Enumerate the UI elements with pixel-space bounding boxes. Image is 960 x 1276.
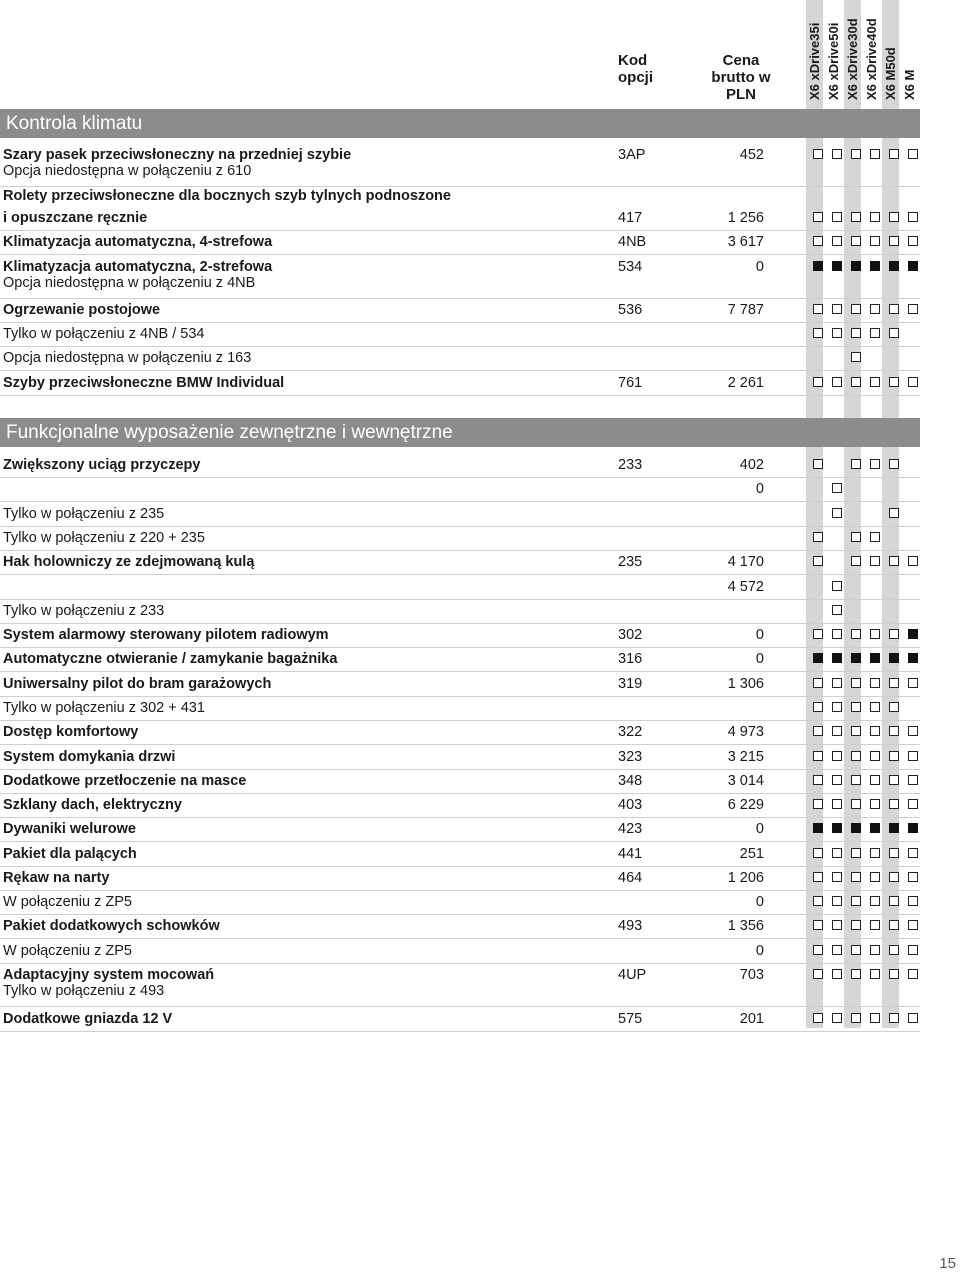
optional-equipment-icon — [889, 945, 899, 955]
optional-equipment-icon — [851, 872, 861, 882]
row-label: Tylko w połączeniu z 302 + 431 — [3, 700, 205, 716]
standard-equipment-icon — [851, 261, 861, 271]
row-label: Adaptacyjny system mocowań — [3, 967, 215, 983]
table-row — [0, 477, 920, 501]
optional-equipment-icon — [851, 775, 861, 785]
table-row — [0, 346, 920, 370]
table-row — [0, 720, 920, 744]
option-code: 464 — [618, 870, 643, 886]
optional-equipment-icon — [832, 1013, 842, 1023]
optional-equipment-icon — [908, 872, 918, 882]
optional-equipment-icon — [889, 508, 899, 518]
standard-equipment-icon — [832, 653, 842, 663]
standard-equipment-icon — [870, 653, 880, 663]
optional-equipment-icon — [889, 848, 899, 858]
row-label: Tylko w połączeniu z 235 — [3, 506, 165, 522]
table-row — [0, 502, 920, 526]
table-row — [0, 230, 920, 254]
row-label: Zwiększony uciąg przyczepy — [3, 457, 201, 473]
option-code: 534 — [618, 259, 643, 275]
optional-equipment-icon — [832, 328, 842, 338]
standard-equipment-icon — [908, 653, 918, 663]
optional-equipment-icon — [870, 775, 880, 785]
optional-equipment-icon — [813, 872, 823, 882]
optional-equipment-icon — [813, 304, 823, 314]
option-code: 233 — [618, 457, 643, 473]
optional-equipment-icon — [870, 212, 880, 222]
option-price: 1 306 — [727, 676, 764, 692]
optional-equipment-icon — [908, 751, 918, 761]
optional-equipment-icon — [832, 581, 842, 591]
optional-equipment-icon — [813, 896, 823, 906]
table-row — [0, 963, 920, 999]
optional-equipment-icon — [870, 799, 880, 809]
row-divider — [0, 395, 920, 396]
row-label: Szklany dach, elektryczny — [3, 797, 182, 813]
optional-equipment-icon — [832, 483, 842, 493]
standard-equipment-icon — [870, 261, 880, 271]
optional-equipment-icon — [851, 304, 861, 314]
standard-equipment-icon — [832, 823, 842, 833]
header-price: Cena brutto w PLN — [711, 52, 771, 103]
option-price: 0 — [755, 943, 764, 959]
option-price: 4 572 — [727, 579, 764, 595]
optional-equipment-icon — [889, 629, 899, 639]
standard-equipment-icon — [851, 653, 861, 663]
optional-equipment-icon — [889, 775, 899, 785]
table-row — [0, 696, 920, 720]
optional-equipment-icon — [889, 556, 899, 566]
optional-equipment-icon — [832, 945, 842, 955]
row-label: Pakiet dla palących — [3, 846, 137, 862]
optional-equipment-icon — [832, 775, 842, 785]
optional-equipment-icon — [889, 212, 899, 222]
optional-equipment-icon — [870, 532, 880, 542]
option-price: 3 215 — [727, 749, 764, 765]
option-code: 3AP — [618, 147, 646, 163]
optional-equipment-icon — [889, 872, 899, 882]
table-row — [0, 769, 920, 793]
optional-equipment-icon — [832, 920, 842, 930]
option-price: 251 — [739, 846, 764, 862]
option-price: 2 261 — [727, 375, 764, 391]
optional-equipment-icon — [889, 236, 899, 246]
optional-equipment-icon — [832, 896, 842, 906]
row-label: W połączeniu z ZP5 — [3, 894, 132, 910]
optional-equipment-icon — [889, 304, 899, 314]
row-label: Rękaw na narty — [3, 870, 110, 886]
optional-equipment-icon — [851, 896, 861, 906]
optional-equipment-icon — [832, 702, 842, 712]
option-price: 0 — [755, 821, 764, 837]
table-row — [0, 143, 920, 179]
model-header: X6 M50d — [883, 47, 898, 100]
optional-equipment-icon — [889, 459, 899, 469]
optional-equipment-icon — [832, 872, 842, 882]
section-title: Kontrola klimatu — [0, 109, 920, 138]
standard-equipment-icon — [908, 261, 918, 271]
optional-equipment-icon — [851, 1013, 861, 1023]
optional-equipment-icon — [851, 726, 861, 736]
optional-equipment-icon — [870, 726, 880, 736]
row-label: i opuszczane ręcznie — [3, 210, 148, 226]
optional-equipment-icon — [870, 702, 880, 712]
standard-equipment-icon — [908, 823, 918, 833]
table-row — [0, 298, 920, 322]
optional-equipment-icon — [851, 678, 861, 688]
option-code: 493 — [618, 918, 643, 934]
optional-equipment-icon — [832, 212, 842, 222]
optional-equipment-icon — [832, 751, 842, 761]
optional-equipment-icon — [889, 726, 899, 736]
row-label: Klimatyzacja automatyczna, 2-strefowa — [3, 259, 273, 275]
optional-equipment-icon — [813, 726, 823, 736]
option-price: 0 — [755, 894, 764, 910]
model-header: X6 xDrive40d — [864, 18, 879, 100]
standard-equipment-icon — [813, 261, 823, 271]
optional-equipment-icon — [851, 969, 861, 979]
option-code: 4UP — [618, 967, 647, 983]
optional-equipment-icon — [832, 726, 842, 736]
row-label: System domykania drzwi — [3, 749, 176, 765]
option-code: 235 — [618, 554, 643, 570]
optional-equipment-icon — [832, 799, 842, 809]
option-price: 1 206 — [727, 870, 764, 886]
row-label: Szyby przeciwsłoneczne BMW Individual — [3, 375, 285, 391]
row-label: Dywaniki welurowe — [3, 821, 136, 837]
optional-equipment-icon — [908, 149, 918, 159]
optional-equipment-icon — [813, 969, 823, 979]
option-code: 441 — [618, 846, 643, 862]
optional-equipment-icon — [870, 872, 880, 882]
option-code: 322 — [618, 724, 643, 740]
optional-equipment-icon — [832, 605, 842, 615]
table-row — [0, 453, 920, 477]
optional-equipment-icon — [908, 212, 918, 222]
optional-equipment-icon — [851, 328, 861, 338]
standard-equipment-icon — [870, 823, 880, 833]
table-row — [0, 1007, 920, 1031]
optional-equipment-icon — [870, 848, 880, 858]
optional-equipment-icon — [908, 775, 918, 785]
option-price: 1 256 — [727, 210, 764, 226]
row-label: Opcja niedostępna w połączeniu z 163 — [3, 350, 252, 366]
optional-equipment-icon — [889, 969, 899, 979]
option-code: 761 — [618, 375, 643, 391]
standard-equipment-icon — [889, 823, 899, 833]
optional-equipment-icon — [832, 236, 842, 246]
optional-equipment-icon — [870, 459, 880, 469]
option-price: 0 — [755, 651, 764, 667]
table-row — [0, 842, 920, 866]
optional-equipment-icon — [889, 149, 899, 159]
option-price: 3 617 — [727, 234, 764, 250]
table-row — [0, 575, 920, 599]
optional-equipment-icon — [870, 629, 880, 639]
option-price: 0 — [755, 627, 764, 643]
optional-equipment-icon — [832, 629, 842, 639]
row-label: Dostęp komfortowy — [3, 724, 139, 740]
option-code: 575 — [618, 1011, 643, 1027]
optional-equipment-icon — [870, 751, 880, 761]
optional-equipment-icon — [870, 149, 880, 159]
optional-equipment-icon — [813, 1013, 823, 1023]
optional-equipment-icon — [908, 920, 918, 930]
optional-equipment-icon — [851, 799, 861, 809]
row-label: Pakiet dodatkowych schowków — [3, 918, 220, 934]
optional-equipment-icon — [813, 799, 823, 809]
optional-equipment-icon — [851, 920, 861, 930]
row-note: Tylko w połączeniu z 493 — [3, 983, 165, 999]
optional-equipment-icon — [851, 945, 861, 955]
option-code: 316 — [618, 651, 643, 667]
standard-equipment-icon — [851, 823, 861, 833]
optional-equipment-icon — [813, 751, 823, 761]
table-row — [0, 890, 920, 914]
optional-equipment-icon — [889, 920, 899, 930]
optional-equipment-icon — [889, 377, 899, 387]
option-code: 348 — [618, 773, 643, 789]
optional-equipment-icon — [851, 212, 861, 222]
model-header: X6 xDrive30d — [845, 18, 860, 100]
standard-equipment-icon — [832, 261, 842, 271]
option-price: 402 — [739, 457, 764, 473]
row-label: System alarmowy sterowany pilotem radiowym — [3, 627, 329, 643]
standard-equipment-icon — [908, 629, 918, 639]
optional-equipment-icon — [889, 751, 899, 761]
option-code: 417 — [618, 210, 643, 226]
option-price: 703 — [739, 967, 764, 983]
optional-equipment-icon — [851, 629, 861, 639]
row-label: Tylko w połączeniu z 220 + 235 — [3, 530, 205, 546]
optional-equipment-icon — [870, 969, 880, 979]
option-price: 452 — [739, 147, 764, 163]
optional-equipment-icon — [832, 969, 842, 979]
optional-equipment-icon — [832, 678, 842, 688]
optional-equipment-icon — [851, 751, 861, 761]
table-row — [0, 939, 920, 963]
optional-equipment-icon — [851, 556, 861, 566]
option-price: 4 973 — [727, 724, 764, 740]
row-label: Dodatkowe przetłoczenie na masce — [3, 773, 247, 789]
option-code: 302 — [618, 627, 643, 643]
optional-equipment-icon — [889, 702, 899, 712]
page-number: 15 — [939, 1255, 956, 1272]
row-note: Opcja niedostępna w połączeniu z 610 — [3, 163, 252, 179]
optional-equipment-icon — [813, 556, 823, 566]
row-label: W połączeniu z ZP5 — [3, 943, 132, 959]
option-price: 201 — [739, 1011, 764, 1027]
optional-equipment-icon — [870, 678, 880, 688]
optional-equipment-icon — [908, 236, 918, 246]
optional-equipment-icon — [908, 377, 918, 387]
optional-equipment-icon — [889, 328, 899, 338]
optional-equipment-icon — [813, 629, 823, 639]
header-code: Kod opcji — [618, 52, 654, 86]
table-row — [0, 672, 920, 696]
optional-equipment-icon — [908, 848, 918, 858]
optional-equipment-icon — [813, 149, 823, 159]
model-header: X6 M — [902, 69, 917, 100]
option-code: 319 — [618, 676, 643, 692]
optional-equipment-icon — [813, 212, 823, 222]
optional-equipment-icon — [851, 702, 861, 712]
optional-equipment-icon — [832, 508, 842, 518]
option-code: 4NB — [618, 234, 647, 250]
table-row — [0, 793, 920, 817]
table-row — [0, 745, 920, 769]
option-price: 7 787 — [727, 302, 764, 318]
model-header: X6 xDrive35i — [807, 22, 822, 100]
option-price: 0 — [755, 259, 764, 275]
optional-equipment-icon — [889, 799, 899, 809]
table-row — [0, 623, 920, 647]
optional-equipment-icon — [851, 149, 861, 159]
table-row — [0, 371, 920, 395]
optional-equipment-icon — [813, 678, 823, 688]
optional-equipment-icon — [908, 945, 918, 955]
standard-equipment-icon — [889, 653, 899, 663]
optional-equipment-icon — [813, 236, 823, 246]
row-label: Rolety przeciwsłoneczne dla bocznych szyb tylnych podnoszone — [3, 188, 451, 204]
optional-equipment-icon — [889, 1013, 899, 1023]
row-note: Opcja niedostępna w połączeniu z 4NB — [3, 275, 256, 291]
table-row — [0, 817, 920, 841]
row-label: Hak holowniczy ze zdejmowaną kulą — [3, 554, 255, 570]
optional-equipment-icon — [889, 678, 899, 688]
optional-equipment-icon — [832, 848, 842, 858]
optional-equipment-icon — [870, 896, 880, 906]
optional-equipment-icon — [908, 969, 918, 979]
optional-equipment-icon — [908, 304, 918, 314]
optional-equipment-icon — [813, 459, 823, 469]
table-row — [0, 322, 920, 346]
optional-equipment-icon — [870, 920, 880, 930]
optional-equipment-icon — [832, 149, 842, 159]
standard-equipment-icon — [889, 261, 899, 271]
option-price: 1 356 — [727, 918, 764, 934]
optional-equipment-icon — [908, 799, 918, 809]
optional-equipment-icon — [813, 848, 823, 858]
option-price: 3 014 — [727, 773, 764, 789]
optional-equipment-icon — [870, 556, 880, 566]
row-label: Szary pasek przeciwsłoneczny na przedniej szybie — [3, 147, 352, 163]
optional-equipment-icon — [870, 236, 880, 246]
row-label: Ogrzewanie postojowe — [3, 302, 161, 318]
row-label: Automatyczne otwieranie / zamykanie bagażnika — [3, 651, 338, 667]
row-label: Uniwersalny pilot do bram garażowych — [3, 676, 272, 692]
table-row — [0, 866, 920, 890]
optional-equipment-icon — [851, 848, 861, 858]
table-row — [0, 550, 920, 574]
optional-equipment-icon — [832, 304, 842, 314]
table-row — [0, 188, 920, 230]
optional-equipment-icon — [813, 920, 823, 930]
optional-equipment-icon — [908, 896, 918, 906]
table-row — [0, 914, 920, 938]
optional-equipment-icon — [908, 726, 918, 736]
optional-equipment-icon — [889, 896, 899, 906]
row-label: Dodatkowe gniazda 12 V — [3, 1011, 173, 1027]
option-code: 423 — [618, 821, 643, 837]
optional-equipment-icon — [851, 459, 861, 469]
optional-equipment-icon — [870, 945, 880, 955]
optional-equipment-icon — [870, 1013, 880, 1023]
table-row — [0, 526, 920, 550]
optional-equipment-icon — [908, 556, 918, 566]
table-row — [0, 647, 920, 671]
option-code: 403 — [618, 797, 643, 813]
optional-equipment-icon — [832, 377, 842, 387]
optional-equipment-icon — [908, 678, 918, 688]
optional-equipment-icon — [813, 328, 823, 338]
optional-equipment-icon — [813, 377, 823, 387]
standard-equipment-icon — [813, 653, 823, 663]
optional-equipment-icon — [851, 236, 861, 246]
model-header: X6 xDrive50i — [826, 22, 841, 100]
row-label: Tylko w połączeniu z 233 — [3, 603, 165, 619]
optional-equipment-icon — [851, 377, 861, 387]
standard-equipment-icon — [813, 823, 823, 833]
optional-equipment-icon — [908, 1013, 918, 1023]
optional-equipment-icon — [851, 532, 861, 542]
optional-equipment-icon — [870, 377, 880, 387]
section-title: Funkcjonalne wyposażenie zewnętrzne i wewnętrzne — [0, 418, 920, 447]
optional-equipment-icon — [870, 328, 880, 338]
optional-equipment-icon — [813, 945, 823, 955]
table-row — [0, 599, 920, 623]
option-code: 536 — [618, 302, 643, 318]
option-code: 323 — [618, 749, 643, 765]
optional-equipment-icon — [851, 352, 861, 362]
row-divider — [0, 1031, 920, 1032]
option-price: 6 229 — [727, 797, 764, 813]
table-row — [0, 255, 920, 291]
optional-equipment-icon — [813, 702, 823, 712]
optional-equipment-icon — [813, 775, 823, 785]
optional-equipment-icon — [813, 532, 823, 542]
option-price: 4 170 — [727, 554, 764, 570]
option-price: 0 — [755, 481, 764, 497]
row-label: Klimatyzacja automatyczna, 4-strefowa — [3, 234, 273, 250]
row-label: Tylko w połączeniu z 4NB / 534 — [3, 326, 205, 342]
optional-equipment-icon — [870, 304, 880, 314]
